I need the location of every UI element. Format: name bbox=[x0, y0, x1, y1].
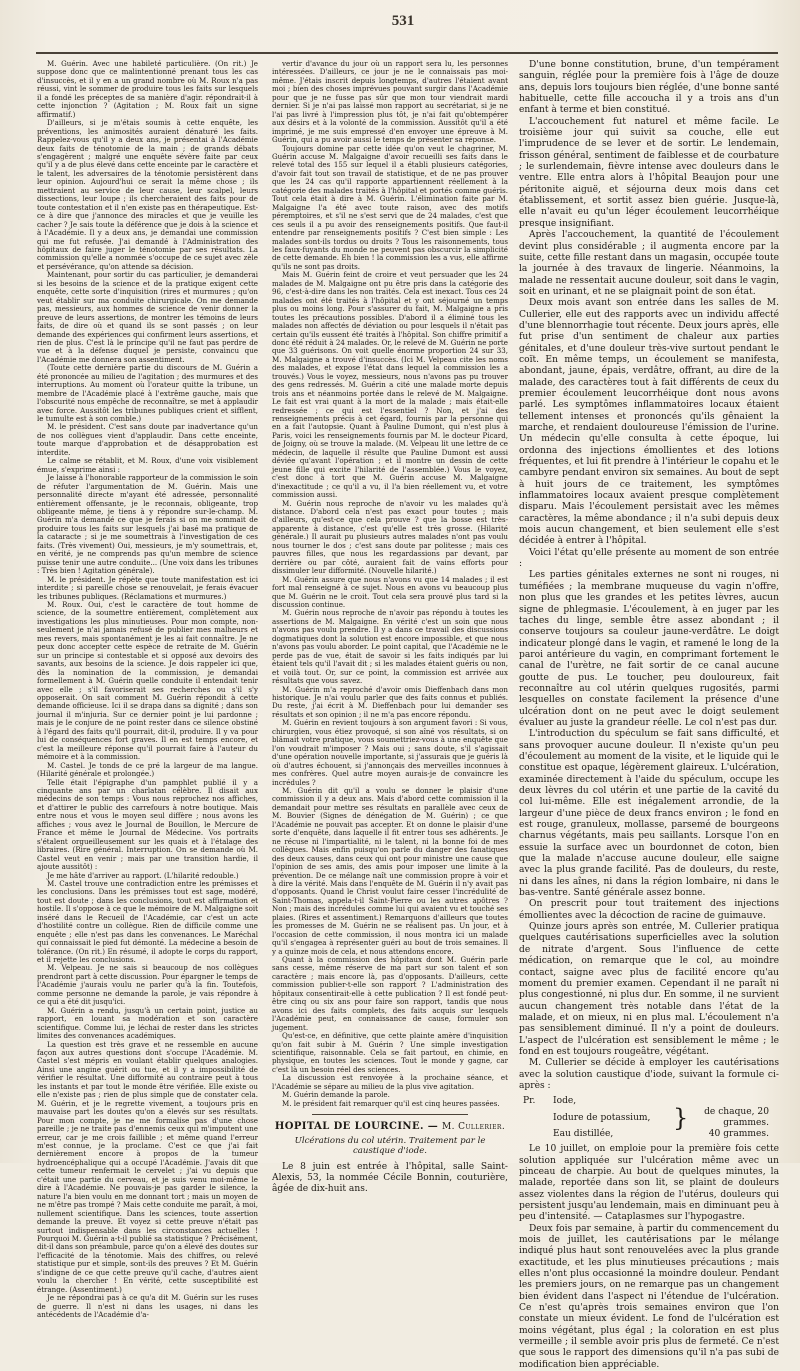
ingredient: Iodure de potassium, bbox=[553, 1112, 651, 1123]
paragraph: Maintenant, pour sortir du cas particulier, je demanderai si les besoins de la science et de la pratique exigent cette enquête, cette sorte d'inquisition (rires et murmures ; qu'on veut établir sur ma conduite chirurgicale. On me demande pas, messieurs, aux hommes de science de venir donner la preuve de leurs assertions, de montrer les témoins de leurs faits, de dire où et quand ils se sont passés ; on leur demande des expériences qui confirment leurs assertions, et rien de plus. C'est là le principe qu'il ne faut pas perdre de vue et à la défense duquel je persiste, convaincu que l'Académie me donnera son assentiment. bbox=[37, 270, 258, 364]
paragraph: Qu'est-ce, en définitive, que cette plainte amère d'inquisition qu'on fait subir à M. Guérin ? Une simple investigation scientifique, raisonnable. Cela se fait partout, en chimie, en physique, en toutes les sciences. Tout le monde y gagne, car c'est là un besoin réel des sciences. bbox=[272, 1031, 508, 1074]
paragraph: Je me hâte d'arriver au rapport. (L'hilarité redouble.) bbox=[47, 870, 239, 880]
paragraph: Mais M. Guérin feint de croire et veut persuader que les 24 malades de M. Malgaigne ont pu être pris dans la catégorie des 96, c'est-à-dire dans les non traités. Cela est inexact. Tous ces 24 malades ont été traités à l'hôpital et y ont séjourné un temps plus ou moins long. Pour s'assurer du fait, M. Malgaigne a pris toutes les précautions possibles. D'abord il a éliminé tous les malades non affectés de déviation ou pour lesquels il n'était pas certain qu'ils eussent été traités à l'hôpital. Son chiffre primitif a donc été réduit à 24 malades. Or, le relevé de M. Guérin ne porte que 33 guérisons. On voit quelle énorme proportion 24 sur 33, M. Malgaigne a trouvé d'insuccès. (Ici M. Velpeau cite les noms des malades, et expose l'état dans lequel la commission les a trouvés.) Vous le voyez, messieurs, nous n'avons pas pu trouver des gens redressés. M. Guérin a cité une malade morte depuis trois ans et néanmoins portée dans le relevé de M. Malgaigne. Le fait est vrai quant à la mort de la malade ; mais était-elle redressée ; ce qui est l'essentiel ? Non, et j'ai des renseignements précis à cet égard, fournis par la personne qui en a fait l'autopsie. Quant à Pauline Dumont, qui n'est plus à Paris, voici les renseignements fournis par M. le docteur Picard, de Joigny, où se trouve la malade. (M. Velpeau lit une lettre de ce médecin, de laquelle il résulte que Pauline Dumont est aussi déviée qu'avant l'opération ; et il montre un dessin de cette jeune fille qui excite l'hilarité de l'assemblée.) Vous le voyez, c'est donc à tort que M. Guérin accuse M. Malgaigne d'inexactitude ; ce qu'il a vu, il l'a bien réellement vu, et votre commission aussi. bbox=[272, 270, 508, 500]
paragraph: M. Roux. Oui, c'est le caractère de tout homme de science, de la soumettre entièrement, complètement aux investigations les plus minutieuses. Pour mon compte, non-seulement je n'ai jamais refusé de publier mes malheurs et mes revers, mais spontanément je les ai fait connaître. Je ne peux donc accepter cette espèce de retraite de M. Guérin sur un principe si contestable et si opposé aux devoirs des savants, aux besoins de la science. Je dois rappeler ici que, dès la nomination de la commission, je demandai formellement à M. Guérin quelle conduite il entendait tenir avec elle ; s'il favoriserait ses recherches ou s'il s'y opposerait. On sait comment M. Guérin répondit à cette demande officieuse. Ici il se drapa dans sa dignité ; dans son journal il m'injuria. Sur ce dernier point je lui pardonne ; mais je le conjure de ne point rester dans ce silence obstiné à l'égard des faits qu'il pourrait, dit-il, produire. Il y va pour lui de conséquences fort graves. Il en est temps encore, et c'est la meilleure réponse qu'il pourrait faire à l'auteur du mémoire et à la commission. bbox=[37, 600, 258, 762]
paragraph: Je laisse à l'honorable rapporteur de la commission le soin de réfuter l'argumentation de M. Guérin. Mais une personnalité directe m'ayant été adressée, personnalité entièrement offensante, je le reconnais, obligeante, trop obligeante même, je tiens à y répondre sur-le-champ. M. Guérin m'a demandé ce que je ferais si on me sommait de produire tous les faits sur lesquels j'ai basé ma pratique de la cataracte ; si je me soumettrais à l'investigation de ces faits. (Très vivement) Oui, messieurs, je m'y soumettrais, et, en vérité, je ne comprends pas qu'un membre de science puisse tenir une autre conduite... (Une voix dans les tribunes : Très bien ! Agitation générale). bbox=[37, 473, 258, 576]
section-title bbox=[272, 1123, 508, 1131]
paragraph: L'accouchement fut naturel et même facile. Le troisième jour qui suivit sa couche, elle eut l'imprudence de se lever et de sortir. Le lendemain, frisson général, sentiment de faiblesse et de courbature ; le surlendemain, fièvre intense avec douleurs dans le ventre. Elle entra alors à l'hôpital Beaujon pour une péritonite aiguë, et séjourna deux mois dans cet établissement, et sortit assez bien guérie. Jusque-là, elle n'avait eu qu'un léger écoulement leucorrhéique presque insignifiant. bbox=[519, 116, 779, 229]
dose: 40 grammes. bbox=[708, 1129, 769, 1140]
paragraph: D'ailleurs, si je m'étais soumis à cette enquête, les préventions, les animosités auraient dénaturé les faits. Rappelez-vous qu'il y a deux ans, je présentai à l'Académie deux faits de ténotomie de la main ; de grands débats s'engagèrent ; malgré une enquête sévère faite par ceux qu'il y a de plus élevé dans cette enceinte par le caractère et le talent, les adversaires de la ténotomie persistèrent dans leur opinion. Aujourd'hui ce serait la même chose ; ils mettraient au service de leur cause, leur scalpel, leurs dissections, leur loupe ; ils chercheraient des faits pour de toute contestation et il n'en existe pas en thérapeutique. Est-ce à dire que j'annonce des miracles et que je veuille les cacher ? Je sais toute la déférence que je dois à la science et à l'Académie. Il y a deux ans, je demandai une commission qui me fut refusée. J'ai demandé à l'Administration des hôpitaux de faire juger le ténotomie par ses résultats. La commission qu'elle a nommée s'occupe de ce sujet avec zèle et persévérance, qu'on attende sa décision. bbox=[37, 118, 258, 271]
prescription-row bbox=[523, 1096, 779, 1107]
paragraph: M. Castel trouve une contradiction entre les prémisses et les conclusions. Dans les prémisses tout est sage, modéré, tout est doute ; dans les conclusions, tout est affirmation et hostile. Il s'oppose à ce que le mémoire de M. Malgaigne soit inséré dans le Recueil de l'Académie, car c'est un acte d'hostilité contre un collègue. Rien de difficile comme une enquête ; elle n'est pas dans les convenances. Le Maréchal qui connaissait le pied fut démonté. La médecine a besoin de tolérance. (On rit.) En résumé, il adopte le corps du rapport, et il rejette les conclusions. bbox=[37, 878, 258, 965]
paragraph: Telle était l'épigraphe d'un pamphlet publié il y a cinquante ans par un charlatan célèbre. Il disait aux médecins de son temps : Vous nous reprochez nos affiches, et d'attirer le public des carrefours à notre boutique. Mais entre nous et vous le moyen seul diffère ; nous avons les affiches ; vous avez le Journal de Bouillon, le Mercure de France et même le Journal de Médecine. Vos portraits s'étalent orgueilleusement sur les quais et à l'étalage des libraires. (Rire général. Interruption. On se demande où M. Castel veut en venir ; mais par une transition hardie, il ajoute aussitôt) : bbox=[37, 777, 258, 872]
paragraph: M. Velpeau. Je ne sais si beaucoup de nos collègues prendront part à cette discussion. Pour épargner le temps de l'Académie j'aurais voulu ne parler qu'à la fin. Toutefois, comme personne ne demande la parole, je vais répondre à ce qui a été dit jusqu'ici. bbox=[37, 963, 258, 1007]
paragraph: Quant à la commission des hôpitaux dont M. Guérin parle sans cesse, même réserve de ma part sur son talent et son caractère ; mais encore là, pas d'opposants. D'ailleurs, cette commission publier-t-elle son rapport ? L'administration des hôpitaux consentirait-elle à cette publication ? Il est fondé peut-être cinq ou six ans pour faire son rapport, tandis que nous avons ici des faits complets, des faits acquis sur lesquels l'Académie peut, en connaissance de cause, formuler son jugement. bbox=[272, 955, 508, 1032]
paragraph: Deux mois avant son entrée dans les salles de M. Cullerier, elle eut des rapports avec un individu affecté d'une blennorrhagie tout récente. Deux jours après, elle fut prise d'un sentiment de chaleur aux parties génitales, et d'une douleur très-vive surtout pendant le coït. En même temps, un écoulement se manifesta, abondant, jaune, épais, verdâtre, offrant, au dire de la malade, des caractères tout à fait différents de ceux du premier écoulement leucorrhéique dont nous avons parlé. Les symptômes inflammatoires locaux étaient tellement intenses et prononcés qu'ils gênaient la marche, et rendaient douloureuse l'émission de l'urine. Un médecin qu'elle consulta à cette époque, lui ordonna des injections émollientes et des lotions fréquentes, et lui fit prendre à l'intérieur le copahu et le cambyre pendant environ six semaines. Au bout de sept à huit jours de ce traitement, les symptômes inflammatoires locaux avaient presque complètement disparu. Mais l'écoulement persistait avec les mêmes caractères, la même abondance ; il n'a subi depuis deux mois aucun changement, et bien seulement elle s'est décidée à entrer à l'hôpital. bbox=[519, 298, 779, 547]
prescription-formula bbox=[523, 1096, 779, 1140]
brace-glyph: } bbox=[673, 1104, 689, 1133]
paragraph: M. Guérin en revient toujours à son argument favori : Si vous, chirurgien, vous étiez provoqué, si son aîné vos résultats, si on blâmait votre pratique, vous soumettriez-vous à une enquête que l'on voudrait m'imposer ? Mais oui ; sans doute, s'il s'agissait d'une opération nouvelle importante, si j'assurais que je guéris là où d'autres échouent, si j'annonçais des merveilles inconnues à mes confrères. Quel autre moyen aurais-je de convaincre les incrédules ? bbox=[272, 718, 508, 787]
paragraph: D'une bonne constitution, brune, d'un tempérament sanguin, réglée pour la première fois à l'âge de douze ans, depuis lors toujours bien réglée, d'une bonne santé habituelle, cette fille accoucha il y a trois ans d'un enfant à terme et bien constitué. bbox=[519, 60, 779, 116]
prescription-row bbox=[523, 1104, 779, 1133]
paragraph: M. le président. Je répète que toute manifestation est ici interdite ; si pareille chose se renouvelait, je ferais évacuer les tribunes publiques. (Réclamations et murmures.) bbox=[37, 574, 258, 601]
column-left bbox=[37, 59, 258, 1320]
paragraph: M. Castel. Je tonds de ce pré la largeur de ma langue. (Hilarité générale et prolongée.) bbox=[37, 760, 258, 779]
paragraph: M. Guérin assure que nous n'avons vu que 14 malades ; il est fort mal renseigné à ce sujet. Nous en avons vu beaucoup plus que M. Guérin ne le croit. Tout cela sera prouvé plus tard si la discussion continue. bbox=[272, 574, 508, 609]
paragraph: La question est très grave et ne ressemble en aucune façon aux autres questions dont s'occupe l'Académie. M. Castel s'est mépris en voulant établir quelques analogies. Ainsi une angine guérit ou tue, et il y a impossibilité de vérifier le résultat. Une difformité au contraire peut à tous les instants et par tout le monde être vérifiée. Elle existe ou elle n'existe pas ; rien de plus simple que de constater cela. M. Guérin, et je le regrette vivement, a toujours pris en mauvaise part les doutes qu'on a élevés sur ses résultats. Pour mon compte, je ne me formalise pas d'une chose pareille ; je ne traite pas d'ennemis ceux qui m'imputent une erreur, car je me crois faillible ; et même quand l'erreur m'est connue, je la proclame. C'est ce que j'ai fait dernièrement encore à propos de la tumeur hydroencéphalique qui a occupé l'Académie. J'avais dit que cette tumeur renfermait le cervelet ; j'ai vu depuis que c'était une partie du cerveau, et je suis venu moi-même le dire à l'Académie. Ne pouvais-je pas garder le silence, la nature l'a bien voulu en me donnant tort ; mais un moyen de ne m'être pas trompé ? Mais cette conduite me paraît, à moi, nullement scientifique. Dans les sciences, toute assertion demande la preuve. Et voyez si cette preuve n'était pas surtout indispensable dans les circonstances actuelles ! Pourquoi M. Guérin a-t-il publié sa statistique ? Précisément, dit-il dans son préambule, parce qu'on a élevé des doutes sur l'efficacité de la ténotomie. Mais des chiffres, ou relevé statistique pur et simple, sont-ils des preuves ? Et M. Guérin s'indigne de ce que cette preuve qu'il cache, d'autres aient voulu la chercher ! En vérité, cette susceptibilité est étrange. (Assentiment.) bbox=[37, 1039, 258, 1294]
paragraph: Voici l'état qu'elle présente au moment de son entrée : bbox=[519, 547, 779, 570]
prescription-row bbox=[523, 1129, 779, 1140]
ingredient: Iode, bbox=[553, 1096, 577, 1107]
case-lead-paragraph: Le 8 juin est entrée à l'hôpital, salle Saint-Alexis, 53, la nommée Cécile Bonnin, couturière, âgée de dix-huit ans. bbox=[272, 1161, 508, 1195]
paragraph: La discussion est renvoyée à la prochaine séance, et l'Académie se sépare au milieu de la plus vive agitation. bbox=[272, 1073, 508, 1091]
paragraph: Après l'accouchement, la quantité de l'écoulement devint plus considérable ; il augmenta encore par la suite, cette fille restant dans un magasin, occupée toute la journée à des travaux de lingerie. Néanmoins, la malade ne ressentait aucune douleur, soit dans le vagin, soit en urinant, et ne se plaignait point de son état. bbox=[519, 230, 779, 297]
paragraph: L'introduction du spéculum se fait sans difficulté, et sans provoquer aucune douleur. Il n'existe qu'un peu d'écoulement au moment de la visite, et le liquide qui le constitue est opaque, légèrement glaireux. L'ulcération, examinée directement à l'aide du spéculum, occupe les deux lèvres du col utérin et une partie de la cavité du col lui-même. Elle est inégalement arrondie, de la largeur d'une pièce de deux francs environ ; le fond en est rouge, granuleux, mollasse, parsemé de bourgeons charnus végétants, mais peu saillants. Lorsque l'on en essuie la surface avec un bourdonnet de coton, bien que la malade n'accuse aucune douleur, elle saigne avec la plus grande facilité. Pas de douleurs, du reste, ni dans les aînes, ni dans la région lombaire, ni dans le bas-ventre. Santé générale assez bonne. bbox=[519, 729, 779, 899]
paragraph: M. Guérin dit qu'il a voulu se donner le plaisir d'une commission il y a deux ans. Mais d'abord cette commission il la demandait pour mettre ses résultats en parallèle avec ceux de M. Bouvier (Signes de dénégation de M. Guérin) ; ce que l'Académie ne pouvait pas accepter. Et on donne le plaisir d'une sorte d'enquête, dans laquelle il fit entrer tous ses adhérents. Je ne récuse ni l'impartialité, ni le talent, ni la bonne foi de mes collègues. Mais enfin puisqu'on parle du danger des fanatiques des deux causes, dans ceux qui ont pour ministre une cause que l'opinion de ses amis, des amis pour imposer une limite à la prévention. De ce mélange naît une commission propre à voir et à dire la vérité. Mais dans l'enquête de M. Guérin il n'y avait pas d'opposants. Quand le Christ voulut faire cesser l'incrédulité de Saint-Thomas, appela-t-il Saint-Pierre ou les autres apôtres ? Non ; mais des incrédules comme lui qui avaient vu et touché ses plaies. (Rires et assentiment.) Remarquons d'ailleurs que toutes les promesses de M. Guérin ne se réalisent pas. Un jour, et à l'occasion de cette commission, il nous montra ici un malade qu'il s'engagea à représenter guéri au bout de trois semaines. Il y a quinze mois de cela, et nous attendons encore. bbox=[272, 785, 508, 956]
paragraph: M. Cullerier se décide à employer les cautérisations avec la solution caustique d'iode, suivant la formule ci-après : bbox=[519, 1058, 779, 1091]
paragraph: On prescrit pour tout traitement des injections émollientes avec la décoction de racine de guimauve. bbox=[519, 899, 779, 921]
column-right bbox=[519, 60, 779, 1370]
paragraph: M. Guérin. Avec une habileté particulière. (On rit.) Je suppose donc que ce malintentionné prenant tous les cas d'insuccès, et il y en a un grand nombre où M. Roux n'a pas réussi, vint le sommer de produire tous les faits sur lesquels il a fondé les préceptes de sa manière d'agir. répondrait-il à cette injonction ? (Agitation ; M. Roux fait un signe affirmatif.) bbox=[37, 59, 258, 119]
paragraph: Quinze jours après son entrée, M. Cullerier pratiqua quelques cautérisations superficielles avec la solution de nitrate d'argent. Sous l'influence de cette médication, on remarque que le col, au moindre contact, saigne avec plus de facilité encore qu'au moment du premier examen. Cependant il ne paraît ni plus congestionné, ni plus dur. En somme, il ne survient aucun changement très notable dans l'état de la malade, et on mieux, ni en plus mal. L'écoulement n'a pas sensiblement diminué. Il n'y a point de douleurs. L'aspect de l'ulcération est sensiblement le même ; le fond en est toujours rougeâtre, végétant. bbox=[519, 922, 779, 1057]
section-divider bbox=[312, 1114, 468, 1115]
paragraph: vertir d'avance du jour où un rapport sera lu, les personnes intéressées. D'ailleurs, ce jour je ne le connaissais pas moi-même. J'étais inscrit depuis longtemps, d'autres l'étaient avant moi ; bien des choses imprévues pouvant surgir dans l'Académie pour que je ne fusse pas sûr que mon tour viendrait mardi dernier. Si je n'ai pas laissé mon rapport au secrétariat, si je ne l'ai pas livré à l'impression plus tôt, je n'ai fait qu'obtempérer aux désirs et à la volonté de la commission. Aussitôt qu'il a été imprimé, je me suis empressé d'en envoyer une épreuve à M. Guérin, qui a pu avoir aussi le temps de présenter sa réponse. bbox=[272, 59, 508, 145]
paragraph: Toujours domine par cette idée qu'on veut le chagriner, M. Guérin accuse M. Malgaigne d'avoir recueilli ses faits dans le relevé total des 155 sur lequel il a établi plusieurs catégories, d'avoir fait tout son travail de statistique, et de ne pas prouver que les 24 cas qu'il rapporte appartiennent réellement à la catégorie des malades traités à l'hôpital et portés comme guéris. Tout cela était à dire à M. Guérin. L'élimination faite par M. Malgaigne l'a été avec toute raison, avec des motifs péremptoires, et s'il ne s'est servi que de 24 malades, c'est que ces seuls il a pu avoir des renseignements positifs. Que faut-il entendre par renseignements positifs ? C'est bien simple : Les malades sont-ils tordus ou droits ? Tous les raisonnements, tous les faux-fuyants du monde ne peuvent pas obscurcir la simplicité de cette demande. Eh bien ! la commission les a vus, elle affirme qu'ils ne sont pas droits. bbox=[272, 143, 508, 271]
column-middle bbox=[272, 59, 508, 1195]
column-right-paragraphs-after bbox=[519, 1144, 779, 1371]
paragraph: Je ne répondrai pas à ce qu'a dit M. Guérin sur les ruses de guerre. Il n'est ni dans les usages, ni dans les antécédents de l'Académie d'a- bbox=[37, 1293, 258, 1320]
header-rule bbox=[36, 52, 778, 54]
paragraph: M. Guérin a rendu, jusqu'à un certain point, justice au rapport, en louant sa modération et son caractère scientifique. Comme lui, je léchai de rester dans les strictes limites des convenances académiques. bbox=[37, 1005, 258, 1041]
section-heading: HOPITAL DE LOURCINE. — bbox=[274, 1121, 439, 1133]
paragraph: Le 10 juillet, on emploie pour la première fois cette solution appliquée sur l'ulcération même avec un pinceau de charpie. Au bout de quelques minutes, la malade, reportée dans son lit, se plaint de douleurs assez violentes dans la région de l'utérus, douleurs qui persistent jusqu'au lendemain, mais en diminuant peu à peu d'intensité. — Cataplasmes sur l'hypogastre. bbox=[519, 1144, 779, 1223]
section-author: M. Cullerier. bbox=[442, 1122, 506, 1133]
paragraph: M. Guérin m'a reproché d'avoir omis Dieffenbach dans mon historique. Je n'ai voulu parler que des faits connus et publiés. Du reste, j'ai écrit à M. Dieffenbach pour lui demander ses résultats et son opinion ; il ne m'a pas encore répondu. bbox=[272, 684, 508, 719]
column-middle-paragraphs bbox=[272, 60, 508, 1108]
paragraph: M. Guérin nous reproche de n'avoir pas répondu à toutes les assertions de M. Malgaigne. En vérité c'est un soin que nous n'avons pas voulu prendre. Il y a dans ce travail des discussions dogmatiques dont la solution est encore impossible, et que nous n'avons pas voulu aborder. Le point capital, que l'Académie ne le perde pas de vue, était de savoir si les faits indiqués par lui étaient tels qu'il l'avait dit ; si les malades étaient guéris ou non, et voilà tout. Or, sur ce point, la commission est arrivée aux résultats que vous savez. bbox=[272, 608, 508, 686]
ingredient: Eau distillée, bbox=[553, 1129, 614, 1140]
prescription-prefix: Pr. bbox=[523, 1096, 536, 1107]
page-number: 531 bbox=[391, 13, 415, 29]
paragraph: Deux fois par semaine, à partir du commencement du mois de juillet, les cautérisations par le mélange indiqué plus haut sont renouvelées avec la plus grande exactitude, et les plus minutieuses précautions ; mais elles n'ont plus occasionné la moindre douleur. Pendant les premiers jours, on ne remarque pas un changement bien évident dans l'aspect ni l'étendue de l'ulcération. Ce n'est qu'après trois semaines environ que l'on constate un mieux évident. Le fond de l'ulcération est moins végétant, plus égal ; la coloration en est plus vermeille ; il semble avoir pris plus de fermeté. Ce n'est que sous le rapport des dimensions qu'il n'a pas subi de modification bien appréciable. bbox=[519, 1223, 779, 1370]
paragraph: (Toute cette dernière partie du discours de M. Guérin a été prononcée au milieu de l'agitation ; des murmures et des interruptions. Au moment où l'orateur quitte la tribune, un membre de l'Académie placé à l'extrême gauche, mais que l'obscurité nous empêche de reconnaître, se met à applaudir avec force. Aussitôt les tribunes publiques crient et sifflent, le tumulte est à son comble.) bbox=[37, 363, 258, 424]
paragraph: Le calme se rétablit, et M. Roux, d'une voix visiblement émue, s'exprime ainsi : bbox=[37, 456, 258, 474]
paragraph: M. Guérin demande la parole. bbox=[282, 1090, 390, 1100]
paragraph: Les parties génitales externes ne sont ni rouges, ni tuméfiées ; la membrane muqueuse du vagin n'offre, non plus que les grandes et les petites lèvres, aucun signe de phlegmasie. L'écoulement, à en juger par les taches du linge, semble être assez abondant ; il conserve toujours sa couleur jaune-verdâtre. Le doigt indicateur plongé dans le vagin, et ramené le long de la paroi antérieure du vagin, en comprimant fortement le canal de l'urètre, ne fait sortir de ce canal aucune goutte de pus. Le toucher, peu douloureux, fait reconnaître au col utérin quelques rugosités, parmi lesquelles on constate facilement la présence d'une ulcération dont on ne peut avec le doigt seulement évaluer au juste la grandeur réelle. Le col n'est pas dur. bbox=[519, 570, 779, 728]
column-right-paragraphs-before bbox=[519, 60, 779, 1092]
dose: de chaque, 20 grammes. bbox=[704, 1107, 769, 1129]
paragraph: M. le président fait remarquer qu'il est cinq heures passées. bbox=[282, 1098, 500, 1108]
section-subtitle: Ulcérations du col utérin. Traitement par le caustique d'iode. bbox=[294, 1135, 486, 1156]
paragraph: M. le président. C'est sans doute par inadvertance qu'un de nos collègues vient d'applaudir. Dans cette enceinte, toute marque d'approbation et de désapprobation est interdite. bbox=[37, 422, 258, 457]
paragraph: M. Guérin nous reproche de n'avoir vu les malades qu'à distance. D'abord cela n'est pas exact pour toutes ; mais d'ailleurs, qu'est-ce que cela prouve ? que la bosse est très-apparente à distance, c'est qu'elle est très grosse. (Hilarité générale.) Il aurait pu plusieurs autres malades n'ont pas voulu nous tourner le dos ; c'est sans doute par politesse ; mais ces pauvres filles, que nous les regardassions par devant, par derrière ou par côté, auraient fait de vains efforts pour dissimuler leur difformité. (Nouvelle hilarité.) bbox=[272, 498, 508, 576]
